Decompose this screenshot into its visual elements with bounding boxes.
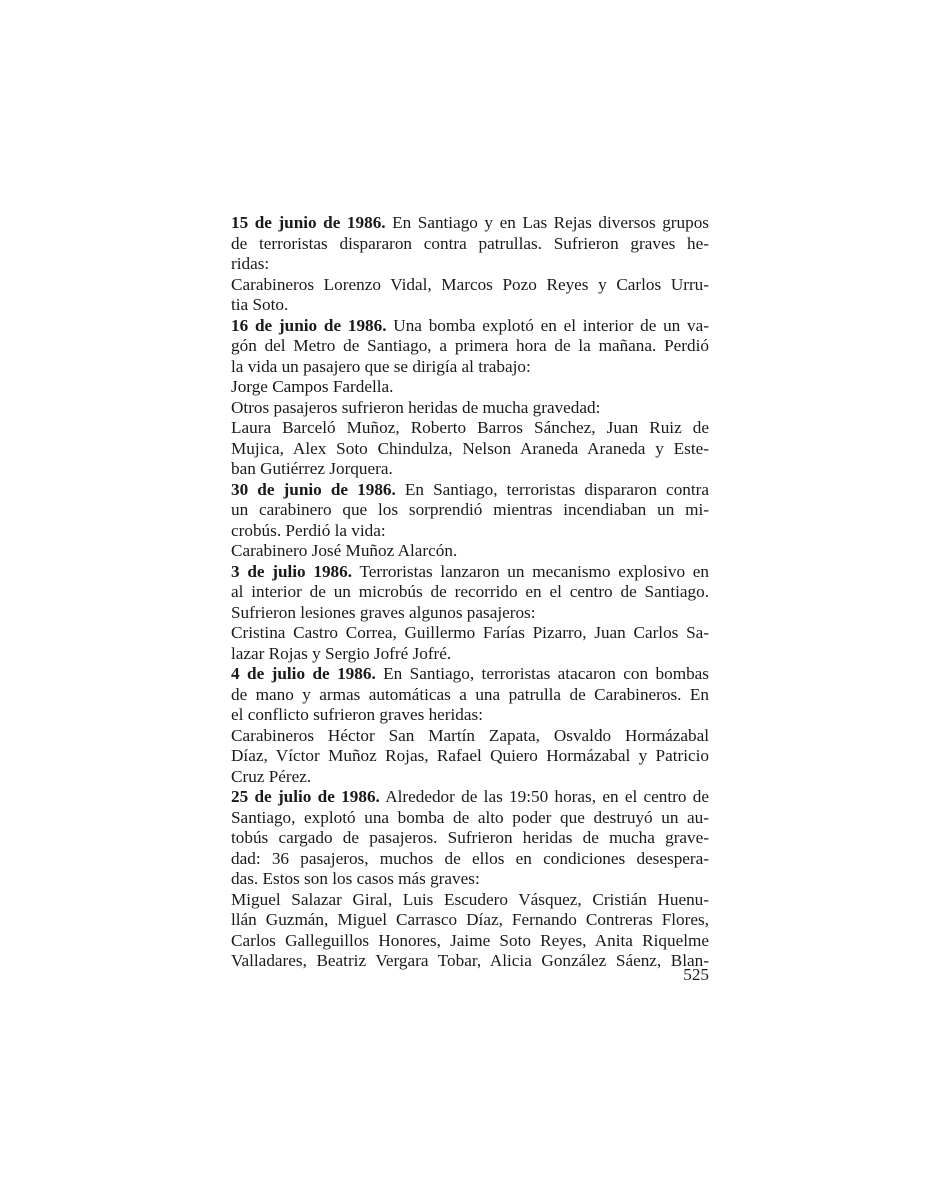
entry-date: 25 de julio de 1986. <box>231 787 380 806</box>
entry-line: Cruz Pérez. <box>231 766 312 786</box>
entry-line: Jorge Campos Fardella. <box>231 377 394 396</box>
entry-line: Mujica, Alex Soto Chindulza, Nelson Araneda Araneda y Este- <box>231 438 709 458</box>
entry-line: lazar Rojas y Sergio Jofré Jofré. <box>231 643 452 663</box>
entry-line: Cristina Castro Correa, Guillermo Farías Pizarro, Juan Carlos Sa- <box>231 623 709 642</box>
entry-text: Una bomba explotó en el interior de un va- <box>386 315 709 335</box>
entry-date: 30 de junio de 1986. <box>231 479 396 499</box>
entry-line: tia Soto. <box>231 295 289 314</box>
entry-text: Terroristas lanzaron un mecanismo explosivo en <box>352 561 709 581</box>
entry-text: Alrededor de las 19:50 horas, en el centro de <box>379 787 709 806</box>
entry-line: Santiago, explotó una bomba de alto poder que destruyó un au- <box>231 807 709 827</box>
entry-line: llán Guzmán, Miguel Carrasco Díaz, Fernando Contreras Flores, <box>231 910 709 929</box>
page-number: 525 <box>683 965 709 984</box>
entry-line: Díaz, Víctor Muñoz Rojas, Rafael Quiero Hormázabal y Patricio <box>231 746 709 765</box>
entry-line: al interior de un microbús de recorrido en el centro de Santiago. <box>231 582 709 601</box>
entry-line: Sufrieron lesiones graves algunos pasajeros: <box>231 602 536 622</box>
entry-date: 15 de junio de 1986. <box>231 213 386 232</box>
entry-line: Otros pasajeros sufrieron heridas de mucha gravedad: <box>231 397 601 417</box>
entry-line <box>231 316 709 337</box>
entry-line: de mano y armas automáticas a una patrulla de Carabineros. En <box>231 684 709 704</box>
entry-line: un carabinero que los sorprendió mientras incendiaban un mi- <box>231 500 709 519</box>
entry-line <box>231 480 709 501</box>
entry-date: 3 de julio 1986. <box>231 561 353 581</box>
entry-line: dad: 36 pasajeros, muchos de ellos en condiciones desespera- <box>231 848 709 868</box>
entry-line: Miguel Salazar Giral, Luis Escudero Vásquez, Cristián Huenu- <box>231 889 709 909</box>
entry-date: 4 de julio de 1986. <box>231 664 376 683</box>
entry-line: ridas: <box>231 254 270 273</box>
entry-line <box>231 213 709 234</box>
entry-line: Carabineros Lorenzo Vidal, Marcos Pozo Reyes y Carlos Urru- <box>231 274 709 294</box>
entry-text: En Santiago, terroristas dispararon contra <box>395 479 710 499</box>
entry-line <box>231 664 709 685</box>
entry-line: ban Gutiérrez Jorquera. <box>231 459 393 478</box>
entry-line: gón del Metro de Santiago, a primera hora de la mañana. Perdió <box>231 336 709 355</box>
entry-line: Carabineros Héctor San Martín Zapata, Osvaldo Hormázabal <box>231 725 709 745</box>
entry-text: En Santiago y en Las Rejas diversos grupos <box>385 213 709 232</box>
entry-line: Laura Barceló Muñoz, Roberto Barros Sánchez, Juan Ruiz de <box>231 418 709 437</box>
body-text <box>231 213 709 972</box>
entry-line: Carlos Galleguillos Honores, Jaime Soto Reyes, Anita Riquelme <box>231 930 709 950</box>
entry-line: das. Estos son los casos más graves: <box>231 869 480 888</box>
entry-line: Valladares, Beatriz Vergara Tobar, Alicia González Sáenz, Blan- <box>231 951 709 970</box>
entry-text: En Santiago, terroristas atacaron con bombas <box>375 664 709 683</box>
entry-line: tobús cargado de pasajeros. Sufrieron heridas de mucha grave- <box>231 828 709 847</box>
entry-line: el conflicto sufrieron graves heridas: <box>231 705 483 724</box>
entry-line: crobús. Perdió la vida: <box>231 520 386 540</box>
entry-line <box>231 562 709 583</box>
entry-line: de terroristas dispararon contra patrullas. Sufrieron graves he- <box>231 233 709 253</box>
entry-line: la vida un pasajero que se dirigía al trabajo: <box>231 356 531 376</box>
entry-line <box>231 787 709 808</box>
entry-date: 16 de junio de 1986. <box>231 315 387 335</box>
entry-line: Carabinero José Muñoz Alarcón. <box>231 541 458 560</box>
